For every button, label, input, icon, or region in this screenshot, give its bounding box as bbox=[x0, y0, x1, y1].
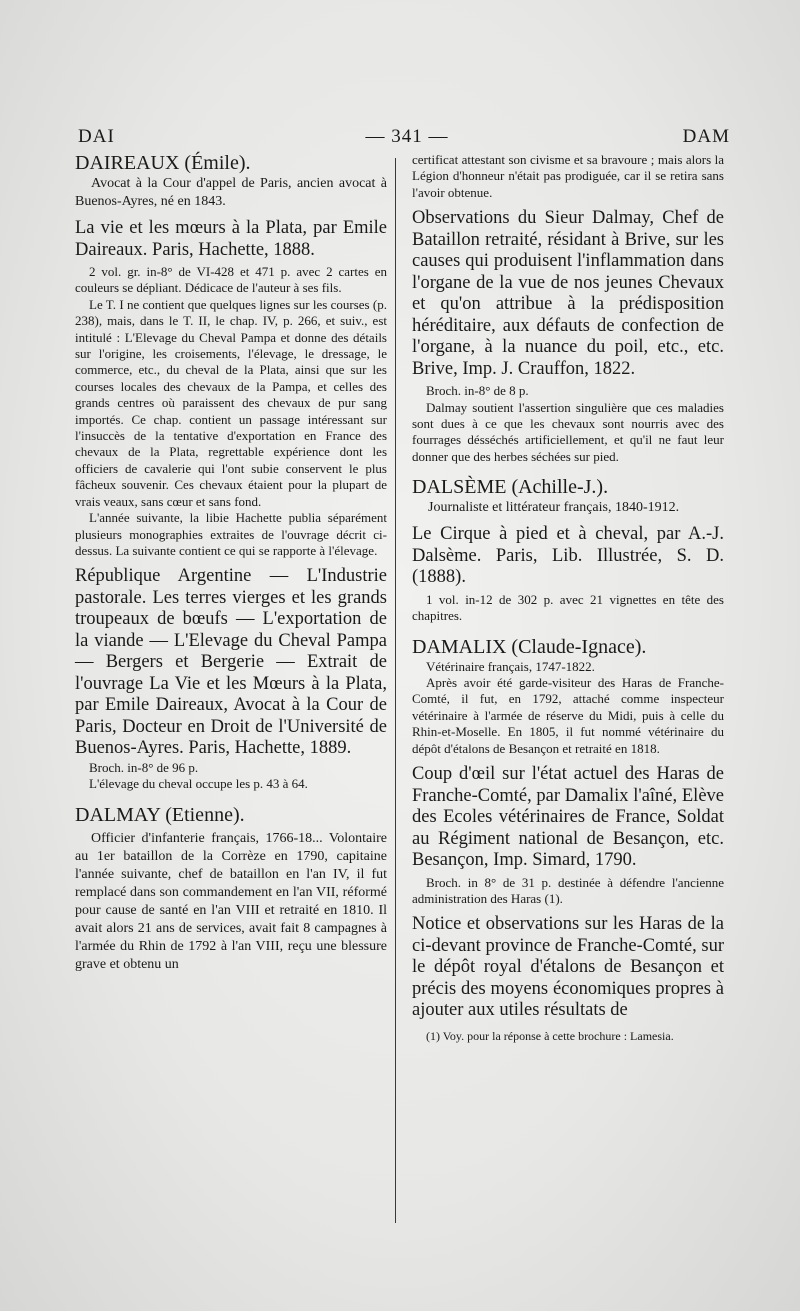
work-note-dalmay-1: Dalmay soutient l'assertion singulière que ces maladies sont dues à ce que les chevaux sont nourris avec des fourrages désséchés artificiellement, et qu'il ne faut leur donner que des herbes séchées sur pied. bbox=[412, 399, 724, 464]
entry-heading-daireaux: DAIREAUX (Émile). bbox=[75, 152, 251, 174]
work-description-daireaux-2: Broch. in-8° de 96 p. bbox=[89, 759, 199, 775]
entry-bio-dalmay-continued: certificat attestant son civisme et sa bravoure ; mais alors la Légion d'honneur n'était pas prodiguée, car il se retira sans l'avoir obtenue. bbox=[412, 152, 724, 200]
footnote: (1) Voy. pour la réponse à cette brochure : Lamesia. bbox=[426, 1028, 674, 1043]
entry-bio-dalmay: Officier d'infanterie français, 1766-18... Volontaire au 1er bataillon de la Corrèze en 1790, capitaine l'année suivante, chef de bataillon en l'an IV, il fut remplacé dans son commandement en l'an VII, réformé pour cause de santé en l'an VIII et retraité en 1810. Il avait alors 21 ans de services, avait fait 8 campagnes à l'armée du Rhin de 1792 à l'an VIII, reçu une blessure grave et obtenu un bbox=[75, 830, 387, 972]
entry-bio-damalix-2: Après avoir été garde-visiteur des Haras de Franche-Comté, il fut, en 1792, attaché comme inspecteur vétérinaire à l'armée de réserve du Midi, puis à celle du Rhin-et-Moselle. En 1805, il fut nommé vétérinaire du dépôt d'étalons de Besançon et retraité en 1818. bbox=[412, 674, 724, 756]
work-title-daireaux-1: La vie et les mœurs à la Plata, par Emile Daireaux. Paris, Hachette, 1888. bbox=[75, 218, 387, 260]
work-description-damalix-1: Broch. in 8° de 31 p. destinée à défendre l'ancienne administration des Haras (1). bbox=[412, 874, 724, 906]
work-description-daireaux-1: 2 vol. gr. in-8° de VI-428 et 471 p. avec 2 cartes en couleurs se dépliant. Dédicace de l'auteur à ses fils. bbox=[75, 264, 387, 296]
work-note-daireaux-3: L'élevage du cheval occupe les p. 43 à 64. bbox=[89, 776, 308, 792]
entry-heading-dalseme: DALSÈME (Achille-J.). bbox=[412, 476, 609, 499]
work-description-dalmay-1: Broch. in-8° de 8 p. bbox=[426, 383, 529, 399]
work-title-damalix-1: Coup d'œil sur l'état actuel des Haras de Franche-Comté, par Damalix l'aîné, Elève des Ecoles vétérinaires de France, Soldat au Régiment national de Besançon, etc. Besançon, Imp. Simard, 1790. bbox=[412, 764, 724, 870]
running-head-left: DAI bbox=[78, 126, 115, 147]
work-title-damalix-2: Notice et observations sur les Haras de la ci-devant province de Franche-Comté, sur le dépôt royal d'étalons de Besançon et précis des moyens économiques propres à ajouter aux utiles résultats de bbox=[412, 914, 724, 1021]
work-note-daireaux-1: Le T. I ne contient que quelques lignes sur les courses (p. 238), mais, dans le T. II, le chap. IV, p. 266, et suiv., est intitulé : L'Elevage du Cheval Pampa et donne des détails sur l'origine, les croisements, l'élevage, le dressage, le commerce, etc., du cheval de la Plata, ainsi que sur les courses locales des chevaux de la Pampa, et celles des grands centres où paraissent des chevaux de pur sang importés. Ce chap. contient un passage intéressant sur l'insuccès de la tentative d'exportation en France des chevaux de la Plata, regrettable expérience dont les officiers de cavalerie qui l'ont subie conservent le plus fâcheux souvenir. Ces chevaux étaient pour la plupart de vrais veaux, sans cœur et sans fond. bbox=[75, 296, 387, 509]
work-title-dalseme-1: Le Cirque à pied et à cheval, par A.-J. Dalsème. Paris, Lib. Illustrée, S. D. (1888). bbox=[412, 524, 724, 588]
work-title-daireaux-2: République Argentine — L'Industrie pastorale. Les terres vierges et les grands troupeaux de bœufs — L'exportation de la viande — L'Elevage du Cheval Pampa — Bergers et Bergerie — Extrait de l'ouvrage La Vie et les Mœurs à la Plata, par Emile Daireaux, Avocat à la Cour de Paris, Docteur en Droit de l'Université de Buenos-Ayres. Paris, Hachette, 1889. bbox=[75, 566, 387, 759]
page-number: — 341 — bbox=[365, 126, 449, 147]
entry-bio-dalseme: Journaliste et littérateur français, 1840-1912. bbox=[428, 500, 680, 516]
work-note-daireaux-2: L'année suivante, la libie Hachette publia séparément plusieurs monographies extraites de l'ouvrage décrit ci-dessus. La suivante contient ce qui se rapporte à l'élevage. bbox=[75, 510, 387, 558]
work-title-dalmay-1: Observations du Sieur Dalmay, Chef de Bataillon retraité, résidant à Brive, sur les causes qui produisent l'inflammation dans l'organe de la vue de nos jeunes Chevaux et qu'on attribue à la prédisposition héréditaire, aux défauts de confection de l'organe, à la nuance du poil, etc., etc. Brive, Imp. J. Crauffon, 1822. bbox=[412, 208, 724, 379]
running-head bbox=[78, 126, 730, 154]
entry-bio-damalix-1: Vétérinaire français, 1747-1822. bbox=[426, 658, 595, 674]
running-head-right: DAM bbox=[682, 126, 730, 147]
left-column bbox=[75, 152, 387, 974]
work-description-dalseme-1: 1 vol. in-12 de 302 p. avec 21 vignettes en tête des chapitres. bbox=[412, 591, 724, 624]
entry-bio-daireaux: Avocat à la Cour d'appel de Paris, ancien avocat à Buenos-Ayres, né en 1843. bbox=[75, 176, 387, 209]
right-column bbox=[412, 152, 724, 1044]
entry-heading-damalix: DAMALIX (Claude-Ignace). bbox=[412, 635, 647, 658]
column-divider bbox=[395, 158, 396, 1223]
entry-heading-dalmay: DALMAY (Etienne). bbox=[75, 803, 245, 826]
